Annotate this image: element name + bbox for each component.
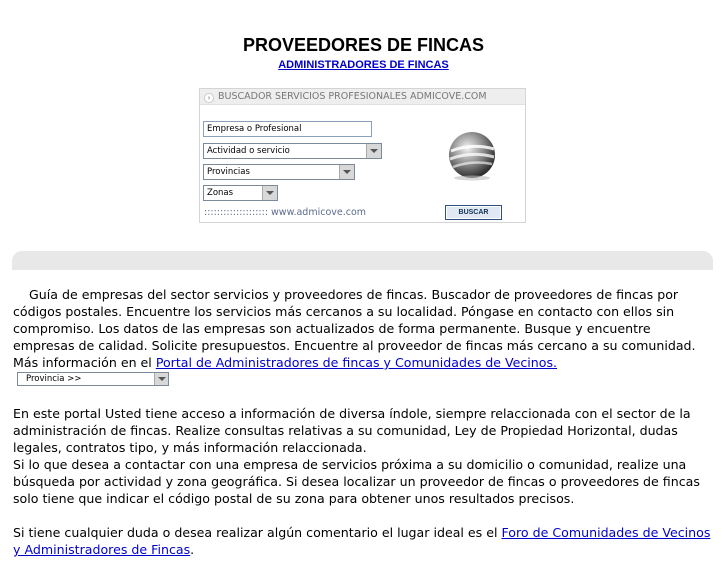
intro-text: Guía de empresas del sector servicios y proveedores de fincas. Buscador de proveedores de fincas por códigos postales. Encuentre los servicios más cercanos a su localidad. Póngase en contacto con ellos sin compromiso. Los datos de las empresas son actualizados de forma permanente. Busque y encuentre empresas de calidad. Solicite presupuestos. Encuentre al proveedor de fincas más cercano a su comunidad. Más información en el [13,287,696,370]
globe-logo-icon [446,129,498,181]
province-dropdown[interactable] [17,372,169,386]
chevron-down-icon [366,144,381,158]
site-url: :::::::::::::::::::: www.admicove.com [204,207,367,218]
chevron-down-icon [262,186,277,200]
portal-info-text: En este portal Usted tiene acceso a información de diversa índole, siempre relaccionada con el sector de la administración de fincas. Realize consultas relativas a su comunidad, Ley de Propiedad Horizontal, dudas legales, contratos tipo, y más información relaccionada. [13,406,691,455]
forum-text: Si tiene cualquier duda o desea realizar algún comentario el lugar ideal es el [13,525,502,540]
search-panel [199,88,526,223]
province-dropdown-value: Provincia >> [26,374,82,384]
forum-link[interactable]: Foro de Comunidades de Vecinos y Administradores de Fincas [13,525,711,557]
province-select[interactable] [203,164,355,180]
search-header-label: BUSCADOR SERVICIOS PROFESIONALES ADMICOVE.COM [218,91,487,102]
company-input[interactable]: Empresa o Profesional [203,121,372,137]
contact-info-text: Si lo que desea a contactar con una empresa de servicios próxima a su domicilio o comunidad, realize una búsqueda por actividad y zona geográfica. Si desea localizar un proveedor de fincas o proveedores de fincas solo tiene que indicar el código postal de su zona para obtener unos resultados precisos. [13,457,700,506]
paragraph-forum [13,524,713,558]
paragraph-intro [13,286,713,388]
arrow-bullet-icon: › [204,93,214,103]
activity-select[interactable] [203,143,382,159]
subtitle [0,59,727,71]
zone-select-value: Zonas [207,188,234,198]
paragraph-portal-info [13,405,713,507]
activity-select-value: Actividad o servicio [207,146,290,156]
administradores-link[interactable]: ADMINISTRADORES DE FINCAS [278,59,449,71]
search-button[interactable]: BUSCAR [445,205,502,220]
chevron-down-icon [339,165,354,179]
main-content [13,286,713,575]
zone-select[interactable] [203,185,278,201]
divider-bar [12,251,713,270]
chevron-down-icon [154,373,168,385]
forum-end: . [190,542,195,557]
portal-link[interactable]: Portal de Administradores de fincas y Comunidades de Vecinos. [155,355,558,370]
page-title: PROVEEDORES DE FINCAS [242,35,485,55]
province-select-value: Provincias [207,167,250,177]
search-header [200,89,525,105]
